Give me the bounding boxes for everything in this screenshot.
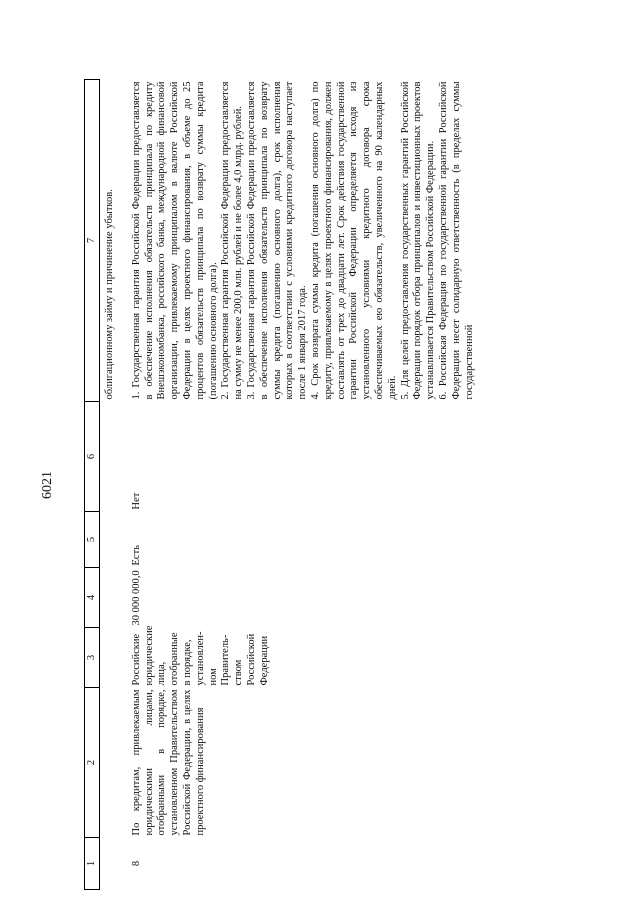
- condition-item: 1. Государственная гарантия Российской Федерации предоставляется в обеспечение исполнения обязательств принципала по кредиту Внешэкономбанка, российского банка, международной финансовой организации, привлекаемому принципалом в валюте Российской Федерации в целях проектного финансирования, в объеме до 25 процентов обязательств принципала по возврату суммы кредита (погашению основного долга).: [130, 81, 219, 400]
- principal-recipients: Российские юридические лица, отобранные в порядке, установлен-ном Правитель-ством Российской Федерации: [130, 625, 270, 686]
- credit-purpose: По кредитам, привлекаемым юридическими лицами, отобранными в порядке, установленном Правительством Российской Федерации, в целях проектного финансирования: [130, 689, 206, 836]
- financial-check: Нет: [130, 492, 142, 510]
- column-header-5: 5: [85, 512, 100, 568]
- condition-item: 2. Государственная гарантия Российской Федерации предоставляется на сумму не менее 200,0 млн. рублей и не более 4,0 млрд. рублей.: [220, 81, 245, 400]
- condition-item: 5. Для целей предоставления государственных гарантий Российской Федерации порядок отбора принципалов и инвестиционных проектов устанавливается Правительством Российской Федерации.: [399, 81, 437, 400]
- continuation-text: облигационному займу и причинение убытков.: [104, 189, 115, 400]
- table-row: [127, 80, 477, 890]
- column-header-2: 2: [85, 688, 100, 838]
- guarantee-conditions: [127, 80, 477, 402]
- column-header-3: 3: [85, 628, 100, 688]
- rotated-page: [40, 80, 600, 890]
- column-header-1: 1: [85, 838, 100, 890]
- continuation-row: [100, 80, 127, 890]
- column-header-6: 6: [85, 402, 100, 512]
- regress-right: Есть: [130, 545, 142, 566]
- column-number-row: [85, 80, 100, 890]
- column-header-4: 4: [85, 568, 100, 628]
- guarantee-table: [84, 79, 476, 890]
- column-header-7: 7: [85, 80, 100, 402]
- guarantee-amount: 30 000 000,0: [130, 570, 142, 626]
- page-number: 6021: [40, 471, 55, 499]
- condition-item: 4. Срок возврата суммы кредита (погашения основного долга) по кредиту, привлекаемому в целях проектного финансирования, должен составлять от трех до двадцати лет. Срок действия государственной гарантии Российской Федерации определяется исходя из установленного условиями кредитного договора срока обеспечиваемых ею обязательств, увеличенного на 90 календарных дней.: [309, 81, 398, 400]
- condition-item: 6. Российская Федерация по государственной гарантии Российской Федерации несет солидарную ответственность (в пределах суммы государственной: [437, 81, 475, 400]
- row-number: 8: [130, 860, 142, 867]
- condition-item: 3. Государственная гарантия Российской Федерации предоставляется в обеспечение исполнения обязательств принципала по возврату суммы кредита (погашению основного долга), срок исполнения которых в соответствии с условиями кредитного договора наступает после 1 января 2017 года.: [245, 81, 309, 400]
